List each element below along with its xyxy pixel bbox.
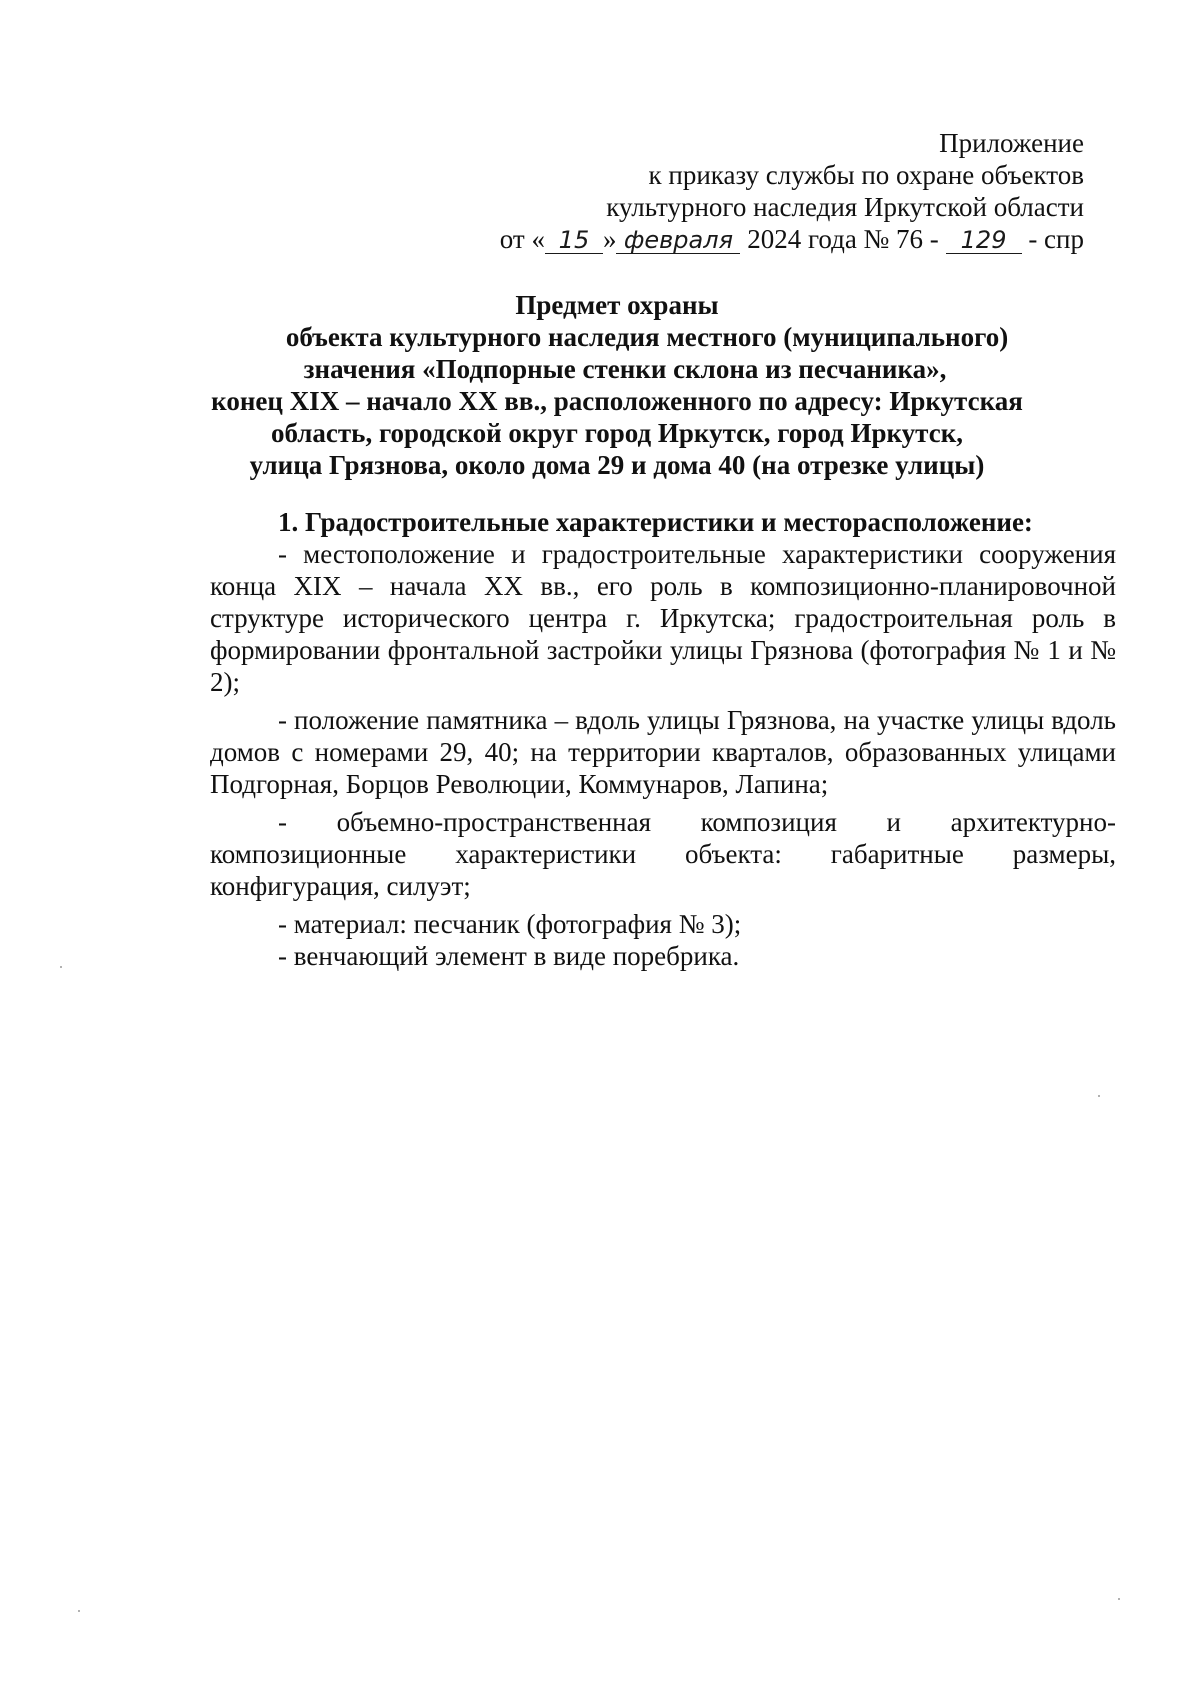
- date-prefix: от «: [499, 224, 545, 254]
- handwritten-order-number: 129: [946, 224, 1022, 256]
- scan-speck: [60, 966, 62, 968]
- handwritten-day: 15: [545, 224, 603, 256]
- list-item: - материал: песчаник (фотография № 3);: [278, 909, 742, 939]
- list-item: - объемно-пространственная композиция и архитектурно-композиционные характеристики объекта: габаритные размеры, конфигурация, силуэт;: [210, 807, 1116, 901]
- list-item: - положение памятника – вдоль улицы Грязнова, на участке улицы вдоль домов с номерами 29, 40; на территории кварталов, образованных улицами Подгорная, Борцов Революции, Коммунаров, Лапина;: [210, 705, 1116, 799]
- document-title: [150, 289, 1084, 481]
- title-line-5: область, городской округ город Иркутск, город Иркутск,: [270, 418, 964, 448]
- section-heading: 1. Градостроительные характеристики и месторасположение:: [278, 507, 1033, 537]
- handwritten-month: февраля: [616, 224, 740, 256]
- date-year: 2024 года № 76 -: [740, 224, 946, 254]
- scan-speck: [78, 1610, 80, 1612]
- appendix-authority: культурного наследия Иркутской области: [606, 192, 1084, 222]
- date-mid: »: [602, 224, 617, 254]
- appendix-order-ref: к приказу службы по охране объектов: [648, 160, 1084, 190]
- title-line-4: конец XIX – начало XX вв., расположенного по адресу: Иркутская: [211, 386, 1023, 416]
- appendix-date-line: [384, 223, 1084, 256]
- scan-speck: [1098, 1095, 1100, 1097]
- list-item: - местоположение и градостроительные характеристики сооружения конца XIX – начала XX вв., его роль в композиционно-планировочной структуре исторического центра г. Иркутска; градостроительная роль в формировании фронтальной застройки улицы Грязнова (фотография № 1 и № 2);: [210, 539, 1116, 697]
- list-item: - венчающий элемент в виде поребрика.: [278, 941, 740, 971]
- appendix-header: [384, 127, 1084, 256]
- appendix-title: Приложение: [939, 128, 1084, 158]
- section-body: [210, 506, 1116, 972]
- title-line-1: Предмет охраны: [515, 290, 719, 320]
- title-line-6: улица Грязнова, около дома 29 и дома 40 (на отрезке улицы): [249, 450, 985, 480]
- date-suffix: - спр: [1021, 224, 1084, 254]
- scan-speck: [1118, 1598, 1120, 1600]
- title-line-3: значения «Подпорные стенки склона из песчаника»,: [303, 354, 947, 384]
- title-line-2: объекта культурного наследия местного (муниципального): [285, 322, 1009, 352]
